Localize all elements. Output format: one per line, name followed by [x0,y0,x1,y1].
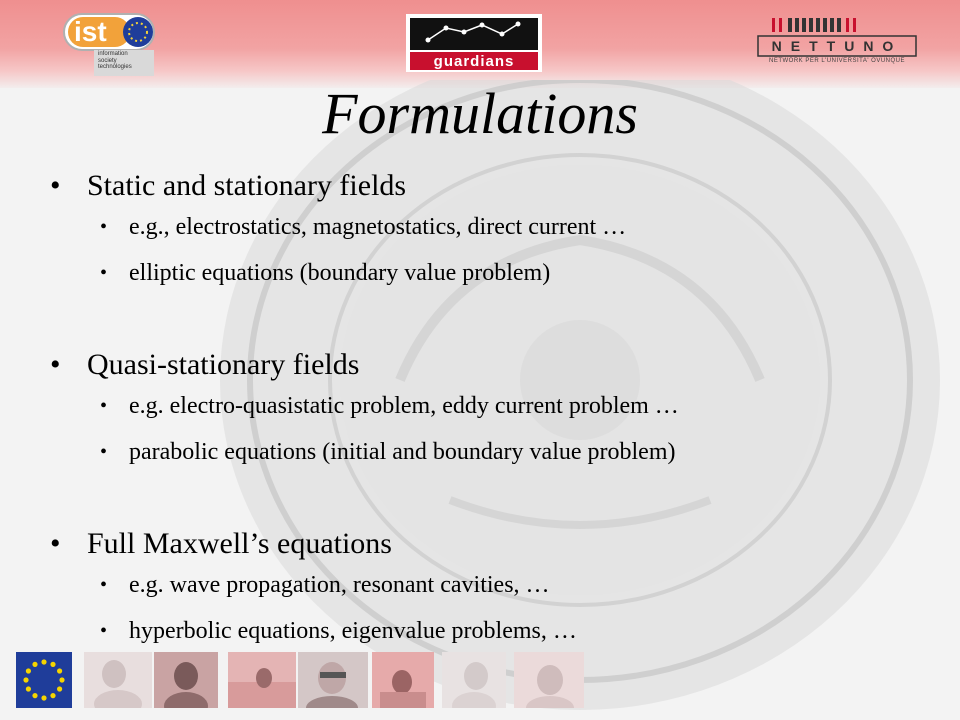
student-photo-3 [228,652,296,708]
student-photo-2 [154,652,218,708]
sub-bullet-text: elliptic equations (boundary value problem) [129,260,551,286]
bullet-dot: • [100,620,108,642]
ist-sub-line-2: society [98,57,117,64]
sub-bullet [50,570,930,600]
eu-flag-icon [16,652,72,708]
main-bullet-text: Quasi-stationary fields [87,348,360,381]
main-bullet-text: Full Maxwell’s equations [87,527,392,560]
slide-title: Formulations [322,81,638,146]
section-full-maxwell [50,524,930,646]
ist-logo-text: ist [74,16,107,47]
nettuno-logo-text: NETTUNO [771,38,903,54]
main-bullet [50,166,930,206]
bullet-dot: • [100,216,108,238]
student-photo-5 [372,652,434,708]
ist-sub-line-1: information [98,51,128,57]
nettuno-logo-subtitle: NETWORK PER L'UNIVERSITA' OVUNQUE [768,58,906,64]
sub-bullet-text: hyperbolic equations, eigenvalue problems, … [129,618,577,644]
sub-bullet-text: parabolic equations (initial and boundary value problem) [129,439,676,465]
bullet-dot: • [50,169,61,202]
section-static-fields [50,166,930,288]
bullet-dot: • [50,348,61,381]
bullet-dot: • [100,441,108,463]
sub-bullet-text: e.g. wave propagation, resonant cavities, … [129,572,550,598]
student-photo-7 [514,652,584,708]
sub-bullet-text: e.g., electrostatics, magnetostatics, direct current … [129,214,627,240]
bullet-dot: • [100,574,108,596]
sub-bullet [50,391,930,421]
ist-sub-line-3: technologies [98,64,132,70]
sub-bullet-text: e.g. electro-quasistatic problem, eddy current problem … [129,393,679,419]
bullet-dot: • [100,395,108,417]
main-bullet [50,524,930,564]
sub-bullet [50,212,930,242]
sub-bullet [50,616,930,646]
sub-bullet [50,437,930,467]
student-photo-1 [84,652,152,708]
guardians-logo-text: guardians [433,53,515,70]
student-photo-6 [442,652,506,708]
bullet-dot: • [50,527,61,560]
main-bullet-text: Static and stationary fields [87,169,407,202]
student-photo-4 [298,652,368,708]
section-quasi-stationary-fields [50,345,930,467]
sub-bullet [50,258,930,288]
main-bullet [50,345,930,385]
footer-image-strip [0,644,960,720]
bullet-dot: • [100,262,108,284]
